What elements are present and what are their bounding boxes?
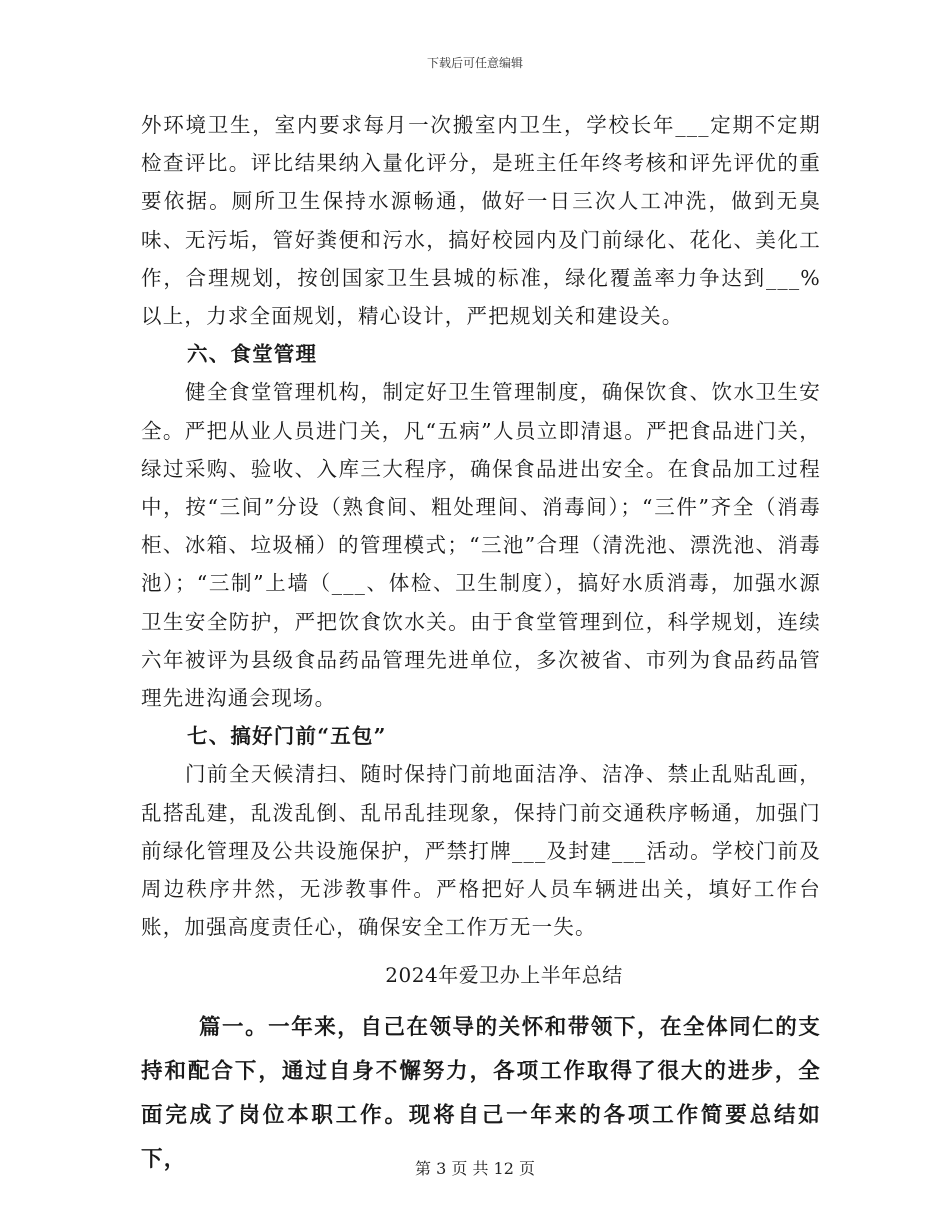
section-heading-canteen: 六、食堂管理 (187, 342, 318, 367)
document-body (141, 106, 821, 1182)
paragraph-summary-intro: 篇一。一年来，自己在领导的关怀和带领下，在全体同仁的支持和配合下，通过自身不懈努力，各项工作取得了很大的进步，全面完成了岗位本职工作。现将自己一年来的各项工作简要总结如下， (141, 1015, 821, 1173)
section-heading-five-guarantees: 七、搞好门前“五包” (187, 724, 387, 749)
paragraph-environment: 外环境卫生，室内要求每月一次搬室内卫生，学校长年___定期不定期检查评比。评比结果纳入量化评分，是班主任年终考核和评先评优的重要依据。厕所卫生保持水源畅通，做好一日三次人工冲洗，做到无臭味、无污垢，管好粪便和污水，搞好校园内及门前绿化、花化、美化工作，合理规划，按创国家卫生县城的标准，绿化覆盖率力争达到___%以上，力求全面规划，精心设计，严把规划关和建设关。 (141, 113, 821, 329)
page-header: 下载后可任意编辑 (426, 56, 523, 70)
paragraph-canteen: 健全食堂管理机构，制定好卫生管理制度，确保饮食、饮水卫生安全。严把从业人员进门关，凡“五病”人员立即清退。严把食品进门关，绿过采购、验收、入库三大程序，确保食品进出安全。在食品加工过程中，按“三间”分设（熟食间、粗处理间、消毒间）；“三件”齐全（消毒柜、冰箱、垃圾桶）的管理模式；“三池”合理（清洗池、漂洗池、消毒池）；“三制”上墙（___、体检、卫生制度），搞好水质消毒，加强水源卫生安全防护，严把饮食饮水关。由于食堂管理到位，科学规划，连续六年被评为县级食品药品管理先进单位，多次被省、市列为食品药品管理先进沟通会现场。 (141, 380, 821, 711)
page-number: 第 3 页 共 12 页 (415, 1159, 535, 1178)
document-title: 2024年爱卫办上半年总结 (385, 963, 623, 988)
paragraph-five-guarantees: 门前全天候清扫、随时保持门前地面洁净、洁净、禁止乱贴乱画，乱搭乱建，乱泼乱倒、乱吊乱挂现象，保持门前交通秩序畅通，加强门前绿化管理及公共设施保护，严禁打牌___及封建___活动。学校门前及周边秩序井然，无涉教事件。严格把好人员车辆进出关，填好工作台账，加强高度责任心，确保安全工作万无一失。 (141, 762, 821, 940)
